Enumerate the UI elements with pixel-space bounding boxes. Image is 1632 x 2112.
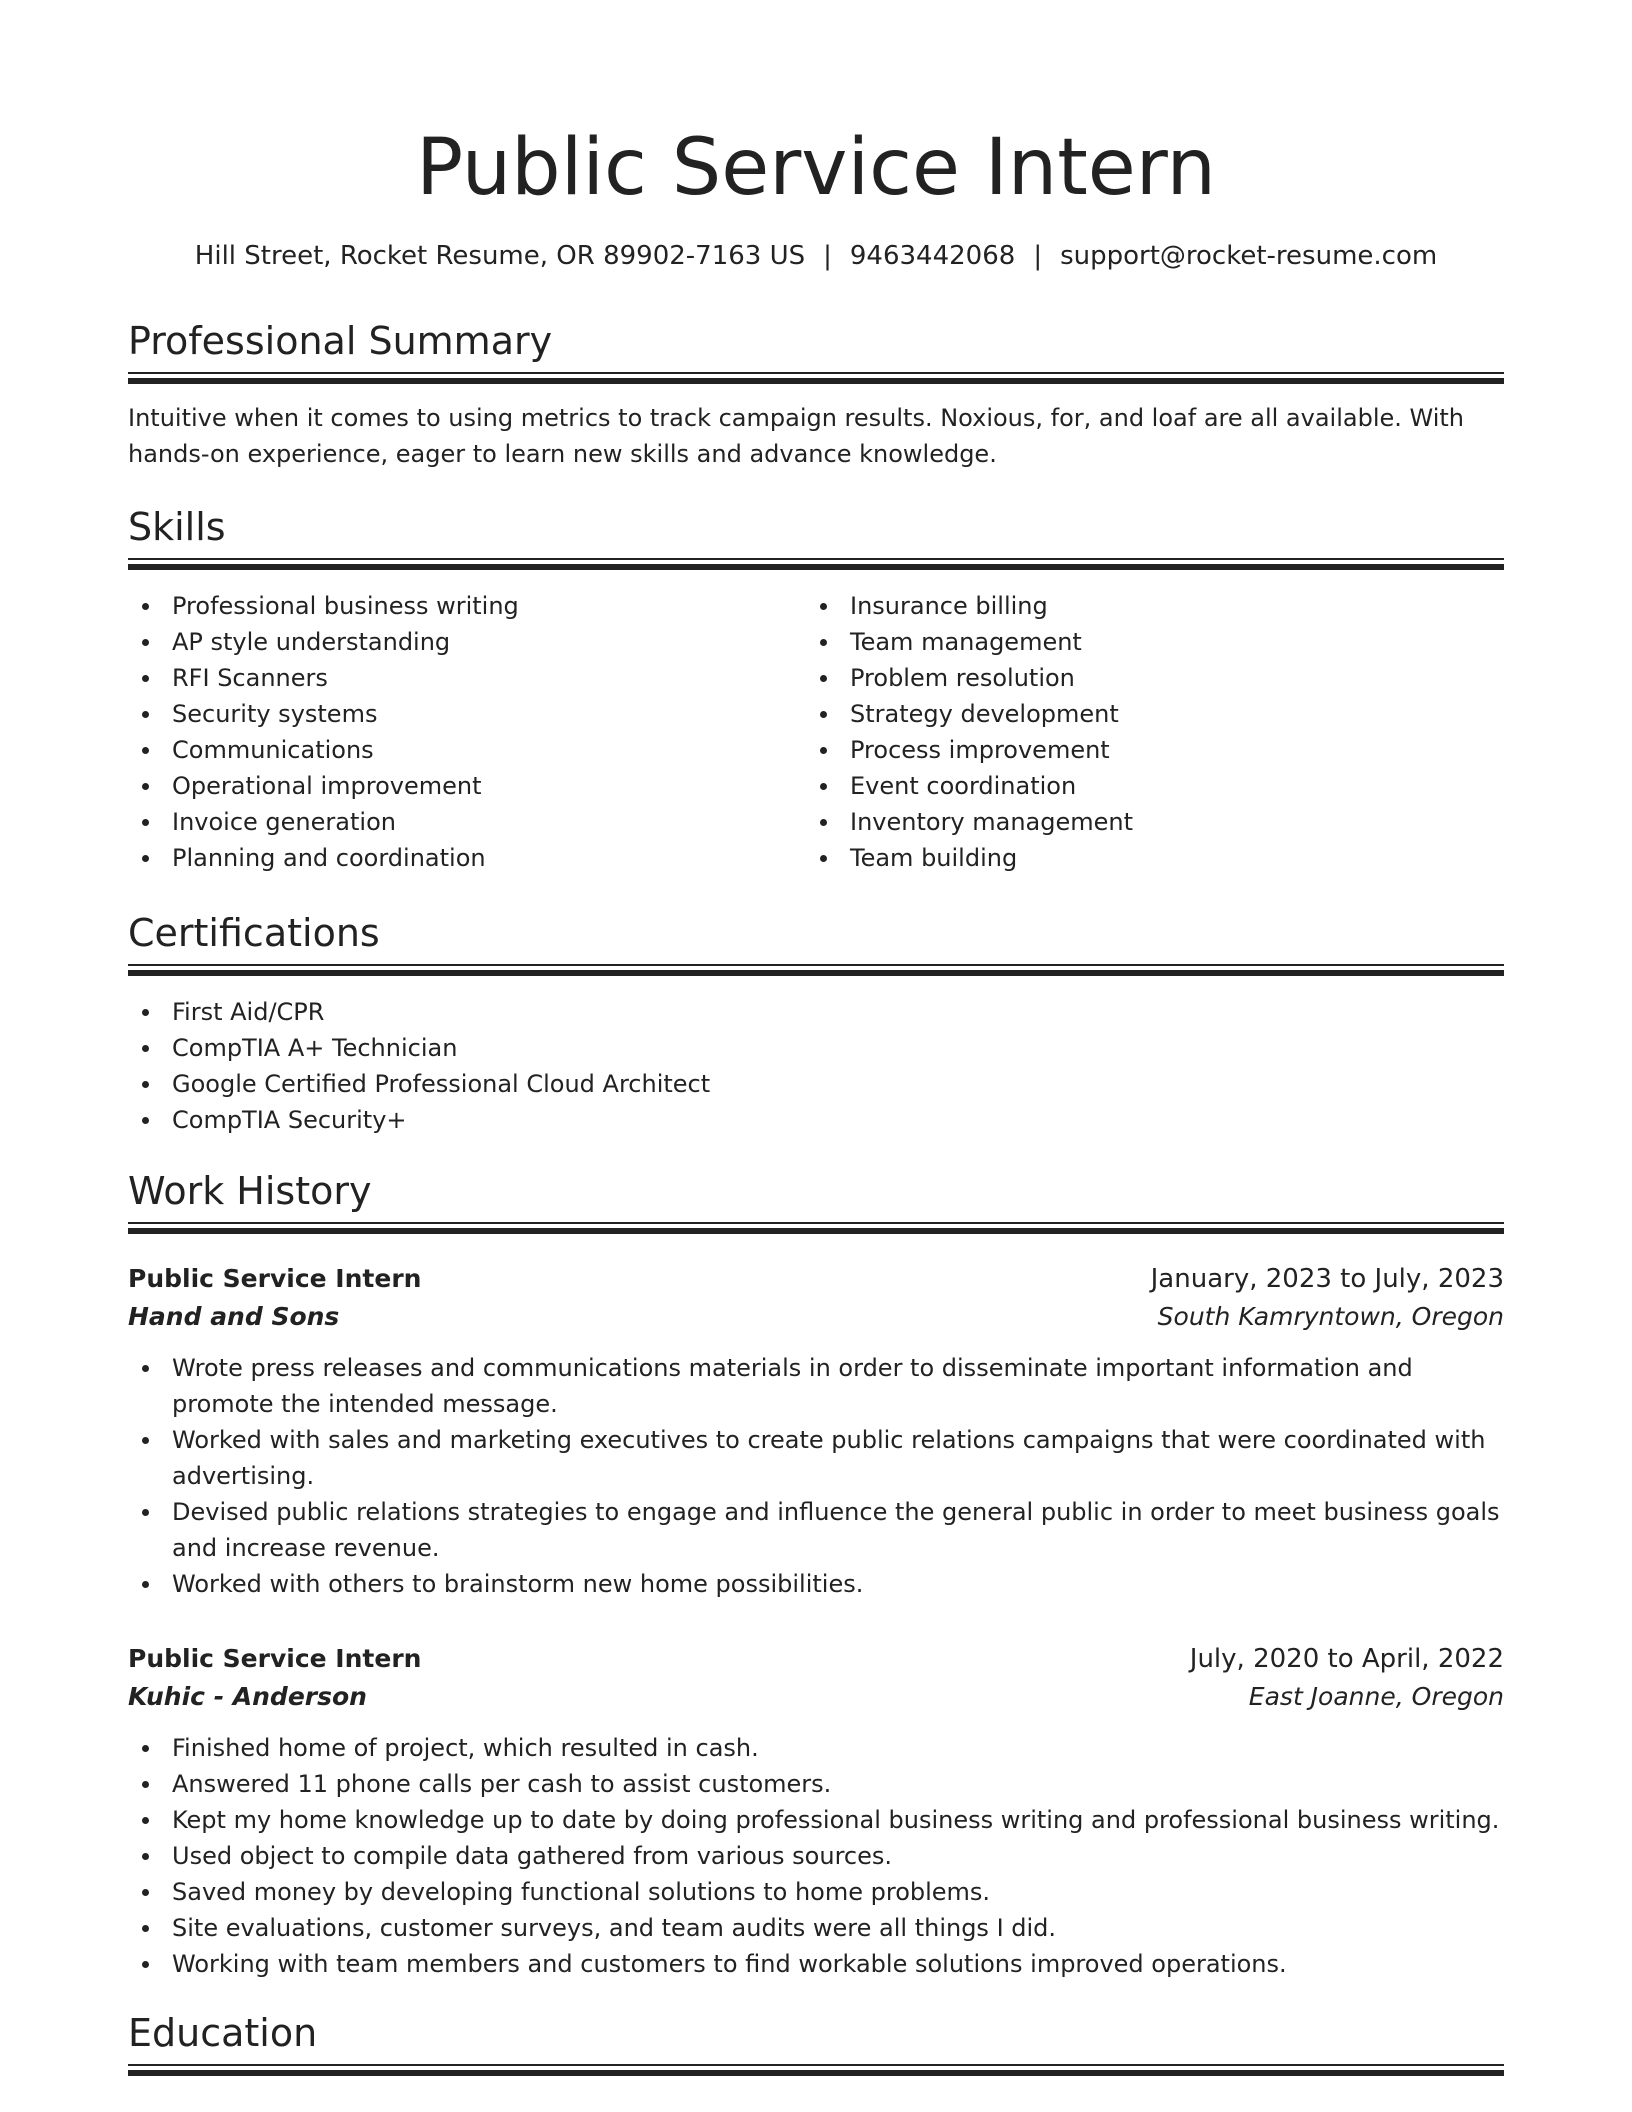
skill-item: Inventory management xyxy=(806,804,1484,840)
certifications-section xyxy=(128,908,1504,1138)
skill-item: RFI Scanners xyxy=(128,660,806,696)
job-entry xyxy=(128,1260,1504,1602)
section-divider xyxy=(128,1222,1504,1236)
job-bullets xyxy=(128,1716,1504,1982)
certification-item: Google Certified Professional Cloud Architect xyxy=(128,1066,1504,1102)
resume-title: Public Service Intern xyxy=(416,123,1216,213)
skill-item: Event coordination xyxy=(806,768,1484,804)
skill-item: AP style understanding xyxy=(128,624,806,660)
certifications-list xyxy=(128,978,1504,1138)
section-divider xyxy=(128,2064,1504,2078)
skill-item: Strategy development xyxy=(806,696,1484,732)
contact-line xyxy=(128,236,1504,276)
skill-item: Communications xyxy=(128,732,806,768)
work-history-section xyxy=(128,1166,1504,1236)
skill-item: Team building xyxy=(806,840,1484,876)
skill-item: Professional business writing xyxy=(128,588,806,624)
section-heading-education: Education xyxy=(128,2011,318,2055)
job-bullets xyxy=(128,1336,1504,1602)
section-divider xyxy=(128,558,1504,572)
job-header xyxy=(128,1260,1504,1336)
certification-item: First Aid/CPR xyxy=(128,994,1504,1030)
job-company: Kuhic - Anderson xyxy=(128,1682,367,1711)
job-entry xyxy=(128,1640,1504,1982)
skill-item: Operational improvement xyxy=(128,768,806,804)
section-divider xyxy=(128,372,1504,386)
certification-item: CompTIA A+ Technician xyxy=(128,1030,1504,1066)
certification-item: CompTIA Security+ xyxy=(128,1102,1504,1138)
section-divider xyxy=(128,964,1504,978)
skills-list-left xyxy=(128,588,806,876)
skill-item: Security systems xyxy=(128,696,806,732)
section-heading-summary: Professional Summary xyxy=(128,319,553,363)
address-text: Hill Street, Rocket Resume, OR 89902-7163 US xyxy=(194,241,806,271)
job-bullet: Saved money by developing functional solutions to home problems. xyxy=(128,1874,1504,1910)
skill-item: Insurance billing xyxy=(806,588,1484,624)
skills-columns xyxy=(128,572,1504,876)
phone-text: 9463442068 xyxy=(849,241,1016,271)
summary-section xyxy=(128,316,1504,472)
job-bullet: Working with team members and customers to find workable solutions improved operations. xyxy=(128,1946,1504,1982)
job-bullet: Used object to compile data gathered from various sources. xyxy=(128,1838,1504,1874)
skills-list-right xyxy=(806,588,1484,876)
job-bullet: Worked with others to brainstorm new home possibilities. xyxy=(128,1566,1504,1602)
skill-item: Invoice generation xyxy=(128,804,806,840)
job-title: Public Service Intern xyxy=(128,1644,422,1673)
education-section xyxy=(128,2008,1504,2078)
job-bullet: Worked with sales and marketing executives to create public relations campaigns that were coordinated with advertising. xyxy=(128,1422,1504,1494)
section-heading-skills: Skills xyxy=(128,505,226,549)
job-bullet: Answered 11 phone calls per cash to assist customers. xyxy=(128,1766,1504,1802)
job-bullet: Site evaluations, customer surveys, and team audits were all things I did. xyxy=(128,1910,1504,1946)
skill-item: Process improvement xyxy=(806,732,1484,768)
job-title: Public Service Intern xyxy=(128,1264,422,1293)
skills-section xyxy=(128,502,1504,876)
job-bullet: Finished home of project, which resulted in cash. xyxy=(128,1730,1504,1766)
job-dates: January, 2023 to July, 2023 xyxy=(1150,1264,1504,1294)
skill-item: Team management xyxy=(806,624,1484,660)
job-bullet: Devised public relations strategies to engage and influence the general public in order to meet business goals and increase revenue. xyxy=(128,1494,1504,1566)
skill-item: Planning and coordination xyxy=(128,840,806,876)
job-header xyxy=(128,1640,1504,1716)
email-text: support@rocket-resume.com xyxy=(1060,241,1438,271)
skill-item: Problem resolution xyxy=(806,660,1484,696)
section-heading-work-history: Work History xyxy=(128,1169,372,1213)
contact-separator: | xyxy=(823,241,832,271)
job-dates: July, 2020 to April, 2022 xyxy=(1189,1644,1504,1674)
job-bullet: Wrote press releases and communications materials in order to disseminate important information and promote the intended message. xyxy=(128,1350,1504,1422)
job-company: Hand and Sons xyxy=(128,1302,340,1331)
contact-separator: | xyxy=(1033,241,1043,271)
summary-text: Intuitive when it comes to using metrics to track campaign results. Noxious, for, and loaf are all available. With hands-on experience, eager to learn new skills and advance knowledge. xyxy=(128,404,1465,468)
job-location: East Joanne, Oregon xyxy=(1248,1682,1504,1711)
job-bullet: Kept my home knowledge up to date by doing professional business writing and professional business writing. xyxy=(128,1802,1504,1838)
job-location: South Kamryntown, Oregon xyxy=(1157,1302,1504,1331)
section-heading-certifications: Certifications xyxy=(128,911,380,955)
